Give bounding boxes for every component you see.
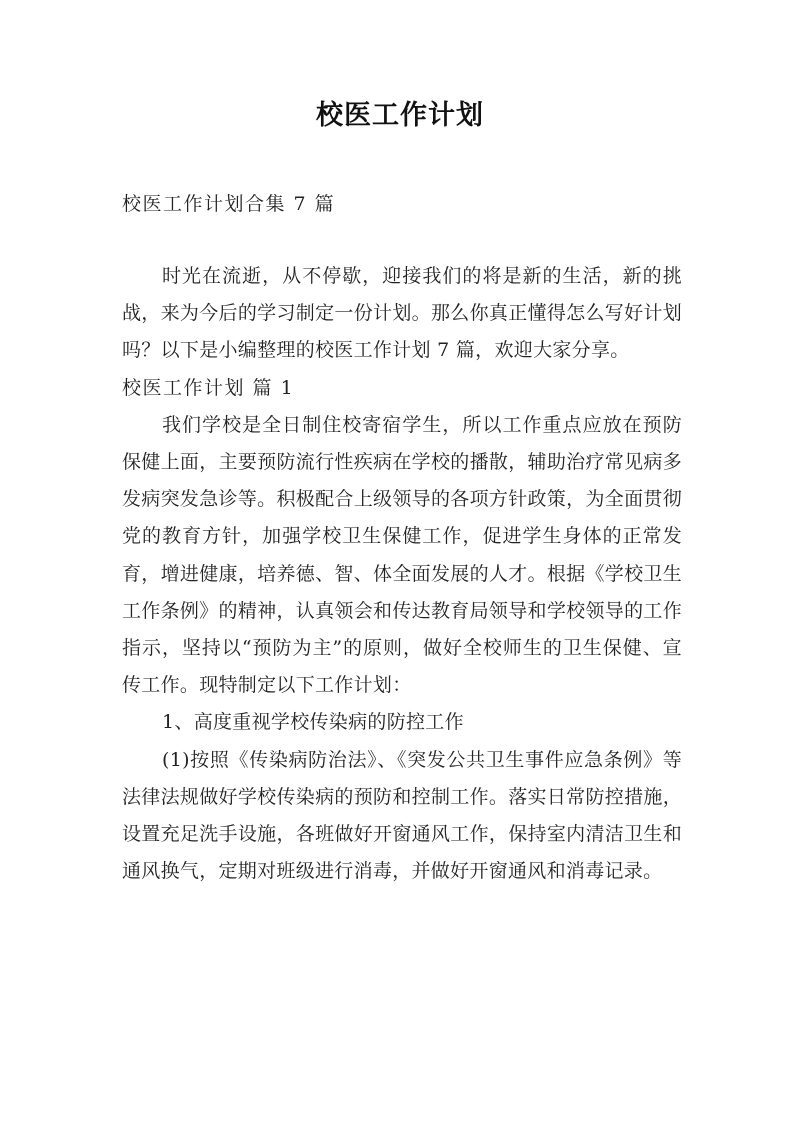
- section-heading: 校医工作计划 篇 1: [122, 376, 295, 399]
- document-title: 校医工作计划: [316, 100, 484, 131]
- sub-item-paragraph: (1)按照《传染病防治法》、《突发公共卫生事件应急条例》等法律法规做好学校传染病的预防和控制工作。落实日常防控措施，设置充足洗手设施，各班做好开窗通风工作，保持室内清洁卫生和通风换气，定期对班级进行消毒，并做好开窗通风和消毒记录。: [122, 748, 682, 883]
- document-body: [122, 258, 682, 890]
- intro-paragraph: 时光在流逝，从不停歇，迎接我们的将是新的生活，新的挑战，来为今后的学习制定一份计划。那么你真正懂得怎么写好计划吗？以下是小编整理的校医工作计划 7 篇，欢迎大家分享。: [122, 265, 682, 362]
- list-item-heading: 1、高度重视学校传染病的防控工作: [162, 711, 464, 734]
- body-paragraph: 我们学校是全日制住校寄宿学生，所以工作重点应放在预防保健上面，主要预防流行性疾病在学校的播散，辅助治疗常见病多发病突发急诊等。积极配合上级领导的各项方针政策，为全面贯彻党的教育方针，加强学校卫生保健工作，促进学生身体的正常发育，增进健康，培养德、智、体全面发展的人才。根据《学校卫生工作条例》的精神，认真领会和传达教育局领导和学校领导的工作指示，坚持以“预防为主”的原则，做好全校师生的卫生保健、宣传工作。现特制定以下工作计划：: [122, 413, 682, 697]
- document-subtitle: 校医工作计划合集 7 篇: [122, 193, 336, 215]
